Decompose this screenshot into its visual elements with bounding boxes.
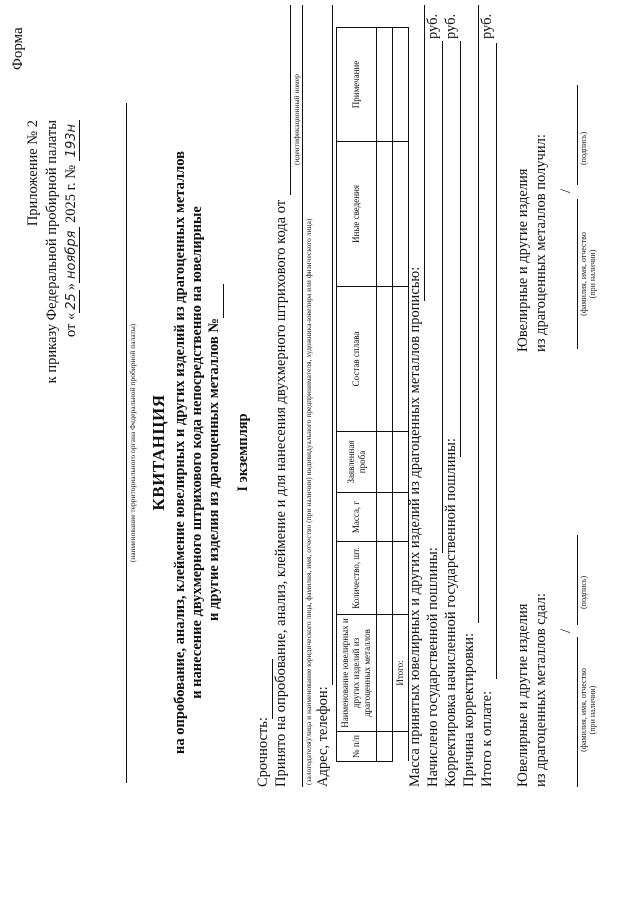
- address-line: [332, 5, 333, 685]
- handed-title-2: из драгоценных металлов сдал:: [533, 593, 549, 787]
- date-year: 2025 г. №: [63, 164, 79, 223]
- col-number: № п/п: [337, 732, 377, 762]
- correction-line: [460, 41, 461, 457]
- handed-title-1: Ювелирные и другие изделия: [515, 603, 531, 787]
- title-line-1: на опробование, анализ, клеймение ювелирных и других изделий из драгоценных металлов: [172, 151, 188, 754]
- correction-label: Корректировка начисленной государственной пошлины:: [443, 438, 459, 787]
- form-label: Форма: [10, 27, 26, 70]
- date-prefix: от «: [63, 312, 79, 338]
- total-label: Итого к оплате:: [479, 690, 495, 787]
- title-line-2: и нанесение двухмерного штрихового кода непосредственно на ювелирные: [189, 206, 205, 699]
- handed-slash: /: [558, 628, 574, 633]
- handed-sign-caption: (подпись): [579, 575, 588, 609]
- total-line: [496, 43, 497, 679]
- reason-line: [478, 5, 479, 623]
- received-sign-caption: (подпись): [579, 131, 588, 165]
- reason-label: Причина корректировки:: [461, 633, 477, 787]
- receipt-number-label: и другие изделия из драгоценных металлов №: [206, 318, 222, 621]
- date-month: ноября: [64, 227, 80, 283]
- mass-words-line: [424, 5, 425, 301]
- accepted-id-line: [290, 5, 291, 195]
- col-note: Примечание: [337, 28, 377, 142]
- id-caption: (идентификационный номер: [292, 74, 301, 165]
- received-name-line: [577, 199, 578, 349]
- date-quote: »: [63, 282, 79, 291]
- received-sign-line: [577, 85, 578, 185]
- col-quantity: Количество, шт.: [337, 542, 377, 615]
- received-title-2: из драгоценных металлов получил:: [533, 134, 549, 352]
- handed-sign-line: [577, 535, 578, 625]
- fee-rub: руб.: [425, 13, 441, 39]
- urgency-label: Срочность:: [255, 717, 271, 787]
- items-table: [336, 27, 409, 762]
- mass-words-label: Масса принятых ювелирных и других изделий из драгоценных металлов прописью:: [407, 266, 423, 787]
- receipt-number-blank: [206, 284, 224, 318]
- receipt-title: КВИТАНЦИЯ: [149, 394, 168, 511]
- appendix-header: [24, 120, 81, 383]
- copy-label: I экземпляр: [235, 413, 251, 492]
- received-name-caption: (фамилия, имя, отчество (при наличии): [579, 232, 597, 316]
- table-header-row: [337, 28, 377, 762]
- owner-caption: (залогодателя)/лица и наименование юридического лица, фамилия, имя, отчество (при наличии) индивидуального предпринимателя, художника-ювелира или физического лица): [304, 218, 313, 785]
- handed-name-caption: (фамилия, имя, отчество (при наличии): [579, 668, 597, 752]
- appendix-label: Приложение № 2: [25, 120, 41, 227]
- order-number: 193н: [64, 120, 80, 161]
- address-label: Адрес, телефон:: [315, 686, 331, 787]
- col-declared-fineness: Заявленная проба: [337, 432, 377, 493]
- date-day: 25: [64, 290, 80, 313]
- col-alloy: Состав сплава: [337, 287, 377, 432]
- col-name: Наименование ювелирных и других изделий из драгоценных металлов: [337, 615, 377, 732]
- received-slash: /: [558, 188, 574, 193]
- order-line: к приказу Федеральной пробирной палаты: [44, 120, 60, 384]
- accepted-label: Принято на опробование, анализ, клеймение и для нанесения двухмерного штрихового кода от: [273, 199, 289, 787]
- total-label: Итого:: [393, 615, 409, 732]
- received-title-1: Ювелирные и другие изделия: [515, 168, 531, 352]
- authority-line: [126, 103, 127, 783]
- order-date-line: [62, 120, 81, 383]
- col-mass: Масса, г: [337, 493, 377, 542]
- table-row: [377, 28, 393, 762]
- fee-label: Начислено государственной пошлины:: [425, 547, 441, 787]
- col-other-info: Иные сведения: [337, 142, 377, 287]
- authority-caption: (наименование территориального органа Федеральной пробирной палаты): [128, 323, 137, 563]
- handed-name-line: [577, 637, 578, 787]
- correction-rub: руб.: [443, 13, 459, 39]
- total-rub: руб.: [479, 13, 495, 39]
- owner-line: [302, 5, 303, 787]
- title-line-3: [206, 0, 224, 905]
